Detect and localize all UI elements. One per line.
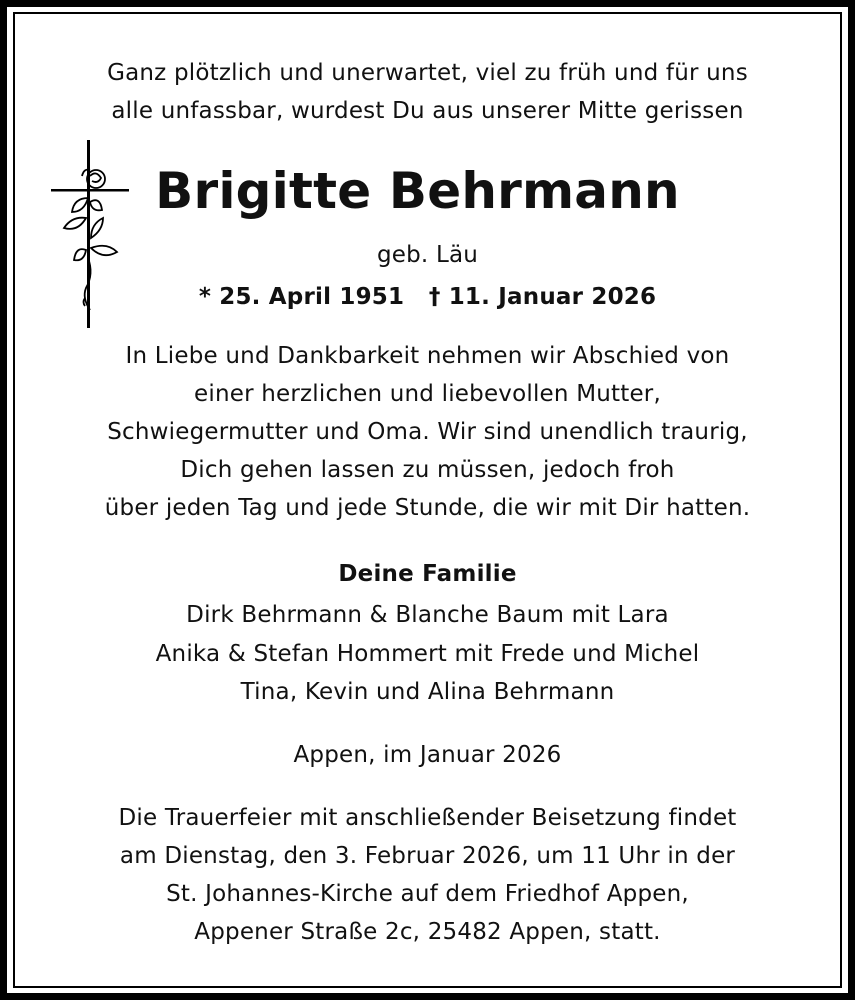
deceased-name: Brigitte Behrmann bbox=[155, 162, 680, 220]
text-line: Schwiegermutter und Oma. Wir sind unendlich traurig, bbox=[107, 419, 748, 445]
family-member: Tina, Kevin und Alina Behrmann bbox=[240, 679, 615, 705]
funeral-line: Appener Straße 2c, 25482 Appen, statt. bbox=[194, 919, 661, 945]
family-member: Anika & Stefan Hommert mit Frede und Michel bbox=[155, 641, 700, 667]
funeral-line: Die Trauerfeier mit anschließender Beisetzung findet bbox=[118, 805, 737, 831]
text-line: über jeden Tag und jede Stunde, die wir mit Dir hatten. bbox=[104, 495, 751, 521]
intro-line: Ganz plötzlich und unerwartet, viel zu früh und für uns bbox=[107, 60, 748, 86]
life-dates: * 25. April 1951 † 11. Januar 2026 bbox=[198, 284, 657, 310]
family-heading: Deine Familie bbox=[338, 561, 517, 587]
maiden-name: geb. Läu bbox=[376, 242, 479, 268]
text-line: Dich gehen lassen zu müssen, jedoch froh bbox=[180, 457, 675, 483]
place-date: Appen, im Januar 2026 bbox=[293, 742, 562, 768]
text-line: In Liebe und Dankbarkeit nehmen wir Abschied von bbox=[125, 343, 730, 369]
funeral-line: St. Johannes-Kirche auf dem Friedhof Appen, bbox=[166, 881, 689, 907]
intro-line: alle unfassbar, wurdest Du aus unserer Mitte gerissen bbox=[111, 98, 744, 124]
funeral-line: am Dienstag, den 3. Februar 2026, um 11 Uhr in der bbox=[119, 843, 736, 869]
family-member: Dirk Behrmann & Blanche Baum mit Lara bbox=[186, 602, 669, 628]
text-line: einer herzlichen und liebevollen Mutter, bbox=[194, 381, 661, 407]
